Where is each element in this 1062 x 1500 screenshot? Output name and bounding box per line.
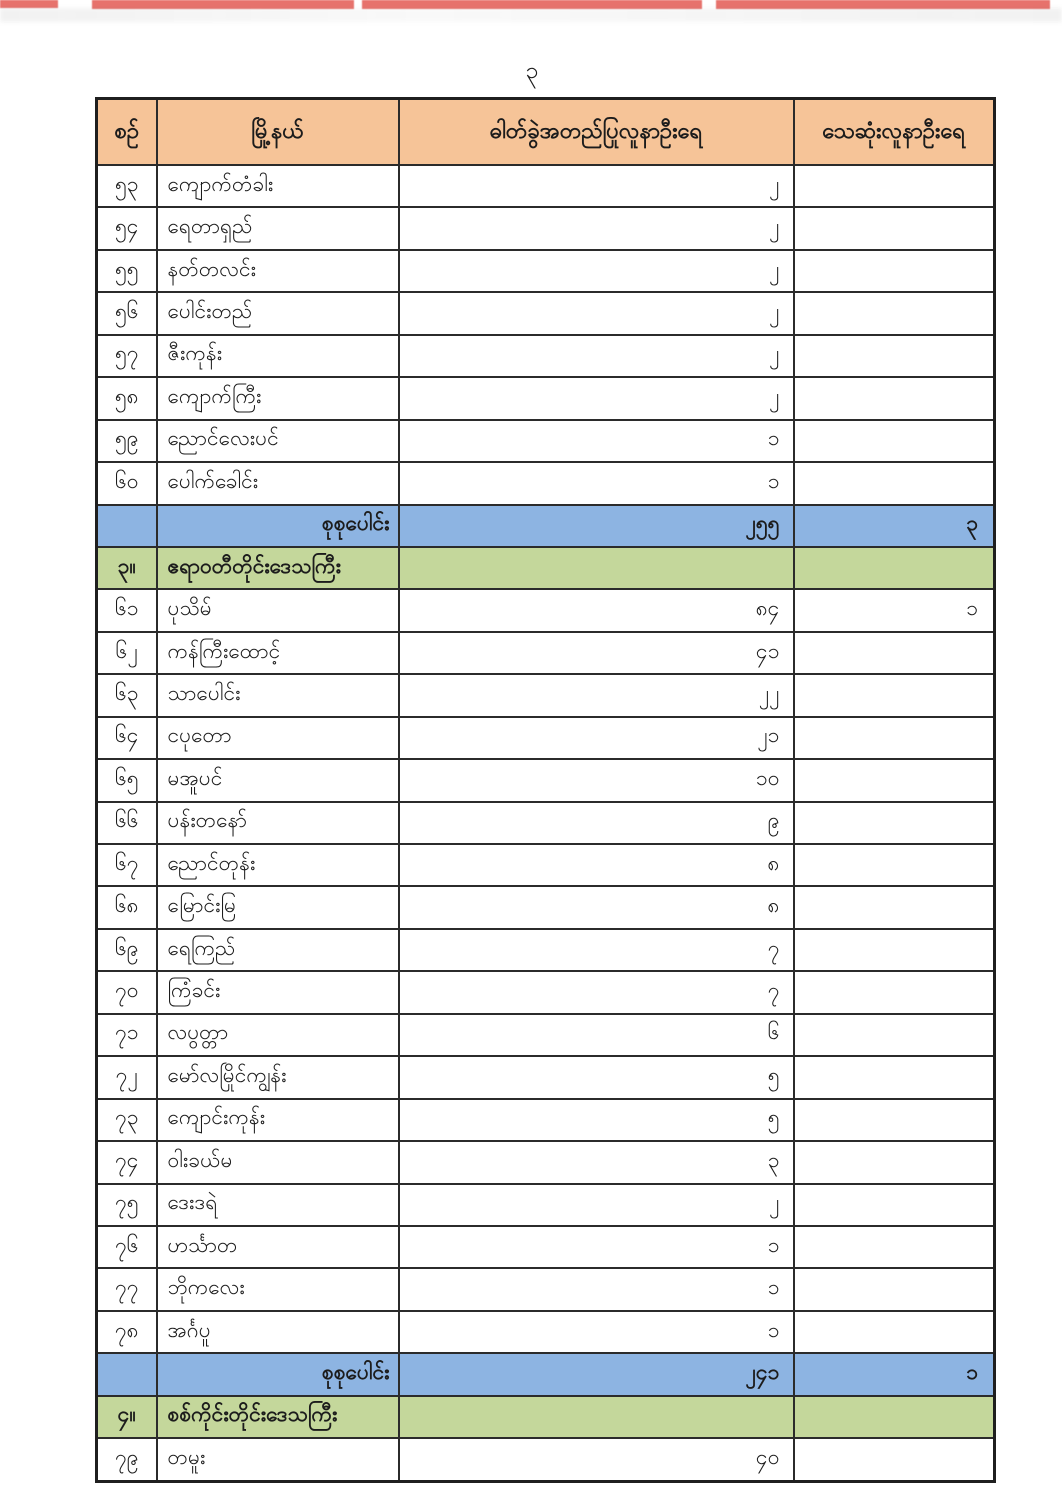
cell-township: ဘိုကလေး	[157, 1268, 399, 1310]
cell-serial: ၆၁	[97, 589, 157, 631]
cell-deaths	[794, 1438, 995, 1481]
table-row-township	[97, 1268, 995, 1310]
cell-township: ကန်ကြီးထောင့်	[157, 632, 399, 674]
cell-serial: ၆၅	[97, 759, 157, 801]
cell-deaths	[794, 1141, 995, 1183]
cell-deaths	[794, 420, 995, 462]
cell-serial: ၅၆	[97, 292, 157, 334]
cell-township: ငပုတော	[157, 717, 399, 759]
table-row-township	[97, 1099, 995, 1141]
table-row-township	[97, 759, 995, 801]
cell-confirmed: ၁	[399, 462, 794, 504]
cell-township: ရေကြည်	[157, 929, 399, 971]
cell-township: ဟင်္သာတ	[157, 1226, 399, 1268]
cell-deaths	[794, 717, 995, 759]
cell-serial: ၆၃	[97, 674, 157, 716]
cell-confirmed: ၈	[399, 886, 794, 928]
cell-serial: ၆၈	[97, 886, 157, 928]
cell-serial: ၇၄	[97, 1141, 157, 1183]
table-row-township	[97, 292, 995, 334]
table-row-total	[97, 1353, 995, 1395]
cell-deaths	[794, 1099, 995, 1141]
table-row-township	[97, 674, 995, 716]
cell-confirmed: ၁၀	[399, 759, 794, 801]
cell-deaths	[794, 1184, 995, 1226]
cell-region-serial: ၄။	[97, 1396, 157, 1438]
cell-serial: ၅၈	[97, 377, 157, 419]
cell-township: ဒေးဒရဲ	[157, 1184, 399, 1226]
cell-confirmed: ၂	[399, 377, 794, 419]
cell-deaths: ၃	[794, 505, 995, 547]
cell-serial	[97, 1353, 157, 1395]
table-row-township	[97, 207, 995, 249]
cell-confirmed: ၁	[399, 1268, 794, 1310]
cell-township: မော်လမြိုင်ကျွန်း	[157, 1056, 399, 1098]
table-row-township	[97, 377, 995, 419]
cell-serial: ၅၄	[97, 207, 157, 249]
cell-deaths	[794, 165, 995, 207]
cell-township: နတ်တလင်း	[157, 250, 399, 292]
cell-township: ကျောက်တံခါး	[157, 165, 399, 207]
table-row-region	[97, 547, 995, 589]
cell-deaths	[794, 1056, 995, 1098]
cell-deaths	[794, 292, 995, 334]
table-row-township	[97, 250, 995, 292]
table-row-township	[97, 1014, 995, 1056]
table-row-township	[97, 462, 995, 504]
cell-serial: ၇၅	[97, 1184, 157, 1226]
top-edge-red-artifact	[0, 0, 58, 8]
cell-deaths	[794, 1396, 995, 1438]
cell-deaths	[794, 462, 995, 504]
cell-confirmed	[399, 1396, 794, 1438]
table-row-township	[97, 1311, 995, 1353]
cell-deaths	[794, 759, 995, 801]
table-row-township	[97, 971, 995, 1013]
cell-confirmed: ၇	[399, 971, 794, 1013]
cell-confirmed: ၂	[399, 1184, 794, 1226]
cell-township: ပေါက်ခေါင်း	[157, 462, 399, 504]
table-header	[97, 99, 995, 166]
cell-confirmed: ၂၅၅	[399, 505, 794, 547]
cell-serial: ၇၉	[97, 1438, 157, 1481]
cell-deaths	[794, 547, 995, 589]
cell-region-serial: ၃။	[97, 547, 157, 589]
cell-township: ပန်းတနော်	[157, 802, 399, 844]
cell-deaths	[794, 207, 995, 249]
cell-serial: ၆၀	[97, 462, 157, 504]
table-row-township	[97, 1438, 995, 1481]
cell-township: ရေတာရှည်	[157, 207, 399, 249]
cell-serial: ၅၇	[97, 335, 157, 377]
cell-serial: ၇၀	[97, 971, 157, 1013]
cell-confirmed: ၁	[399, 1311, 794, 1353]
table-row-township	[97, 1184, 995, 1226]
table-row-township	[97, 886, 995, 928]
header-deaths: သေဆုံးလူနာဦးရေ	[794, 99, 995, 166]
table-row-region	[97, 1396, 995, 1438]
cell-serial: ၅၉	[97, 420, 157, 462]
cell-deaths	[794, 971, 995, 1013]
cell-serial: ၇၆	[97, 1226, 157, 1268]
cell-confirmed: ၅	[399, 1056, 794, 1098]
cell-confirmed: ၇	[399, 929, 794, 971]
cell-serial: ၆၄	[97, 717, 157, 759]
cell-confirmed: ၂၂	[399, 674, 794, 716]
cell-deaths	[794, 1014, 995, 1056]
cell-serial	[97, 505, 157, 547]
top-smudge-artifact	[0, 8, 1062, 22]
cell-deaths	[794, 1268, 995, 1310]
table-row-township	[97, 335, 995, 377]
cell-township: ကျောင်းကုန်း	[157, 1099, 399, 1141]
page-number: ၃	[525, 57, 539, 83]
cell-township: ညောင်တုန်း	[157, 844, 399, 886]
cell-confirmed: ၃	[399, 1141, 794, 1183]
table-row-township	[97, 165, 995, 207]
cell-serial: ၅၃	[97, 165, 157, 207]
cell-deaths: ၁	[794, 589, 995, 631]
cell-confirmed: ၂	[399, 165, 794, 207]
cell-township: ညောင်လေးပင်	[157, 420, 399, 462]
cell-confirmed: ၂	[399, 207, 794, 249]
cell-township: မအူပင်	[157, 759, 399, 801]
cell-deaths	[794, 886, 995, 928]
table-row-township	[97, 1226, 995, 1268]
cell-township: သာပေါင်း	[157, 674, 399, 716]
cell-confirmed: ၂	[399, 292, 794, 334]
cell-confirmed: ၁	[399, 1226, 794, 1268]
cell-serial: ၇၈	[97, 1311, 157, 1353]
cell-deaths	[794, 929, 995, 971]
table-row-township	[97, 420, 995, 462]
cell-township: လပွတ္တာ	[157, 1014, 399, 1056]
cell-township: ဇီးကုန်း	[157, 335, 399, 377]
table-row-township	[97, 844, 995, 886]
table-body	[97, 165, 995, 1481]
table-row-township	[97, 589, 995, 631]
header-confirmed: ဓါတ်ခွဲအတည်ပြုလူနာဦးရေ	[399, 99, 794, 166]
cell-serial: ၇၁	[97, 1014, 157, 1056]
header-township: မြို့နယ်	[157, 99, 399, 166]
cell-deaths	[794, 250, 995, 292]
cell-confirmed: ၅	[399, 1099, 794, 1141]
cell-serial: ၆၆	[97, 802, 157, 844]
cell-serial: ၆၂	[97, 632, 157, 674]
header-no: စဉ်	[97, 99, 157, 166]
cell-township: ကြံခင်း	[157, 971, 399, 1013]
cell-deaths	[794, 802, 995, 844]
cell-region-name: ဧရာဝတီတိုင်းဒေသကြီး	[157, 547, 399, 589]
cell-confirmed: ၄၀	[399, 1438, 794, 1481]
cell-serial: ၆၉	[97, 929, 157, 971]
cell-serial: ၆၇	[97, 844, 157, 886]
table-row-township	[97, 1056, 995, 1098]
cell-confirmed: ၂	[399, 335, 794, 377]
cell-deaths	[794, 1311, 995, 1353]
cell-township: ပုသိမ်	[157, 589, 399, 631]
cell-deaths	[794, 674, 995, 716]
cell-confirmed: ၉	[399, 802, 794, 844]
cell-confirmed: ၈	[399, 844, 794, 886]
table-row-total	[97, 505, 995, 547]
cell-serial: ၇၃	[97, 1099, 157, 1141]
table-row-township	[97, 929, 995, 971]
table-row-township	[97, 1141, 995, 1183]
cell-township: ပေါင်းတည်	[157, 292, 399, 334]
cell-deaths: ၁	[794, 1353, 995, 1395]
cell-confirmed	[399, 547, 794, 589]
cell-township: ကျောက်ကြီး	[157, 377, 399, 419]
cell-deaths	[794, 844, 995, 886]
cell-deaths	[794, 632, 995, 674]
cell-serial: ၇၂	[97, 1056, 157, 1098]
cell-total-label: စုစုပေါင်း	[157, 505, 399, 547]
cell-confirmed: ၂၁	[399, 717, 794, 759]
header-row	[97, 99, 995, 166]
cell-township: ဝါးခယ်မ	[157, 1141, 399, 1183]
cell-confirmed: ၄၁	[399, 632, 794, 674]
cell-township: တမူး	[157, 1438, 399, 1481]
cell-confirmed: ၂	[399, 250, 794, 292]
cell-confirmed: ၁	[399, 420, 794, 462]
cell-confirmed: ၆	[399, 1014, 794, 1056]
cases-table	[95, 97, 996, 1483]
cell-township: မြောင်းမြ	[157, 886, 399, 928]
cell-serial: ၅၅	[97, 250, 157, 292]
cell-confirmed: ၂၄၁	[399, 1353, 794, 1395]
table-row-township	[97, 632, 995, 674]
cell-deaths	[794, 1226, 995, 1268]
table-row-township	[97, 717, 995, 759]
table-row-township	[97, 802, 995, 844]
cell-township: အင်္ဂပူ	[157, 1311, 399, 1353]
cell-deaths	[794, 335, 995, 377]
cell-serial: ၇၇	[97, 1268, 157, 1310]
cell-total-label: စုစုပေါင်း	[157, 1353, 399, 1395]
cell-confirmed: ၈၄	[399, 589, 794, 631]
cell-region-name: စစ်ကိုင်းတိုင်းဒေသကြီး	[157, 1396, 399, 1438]
cell-deaths	[794, 377, 995, 419]
